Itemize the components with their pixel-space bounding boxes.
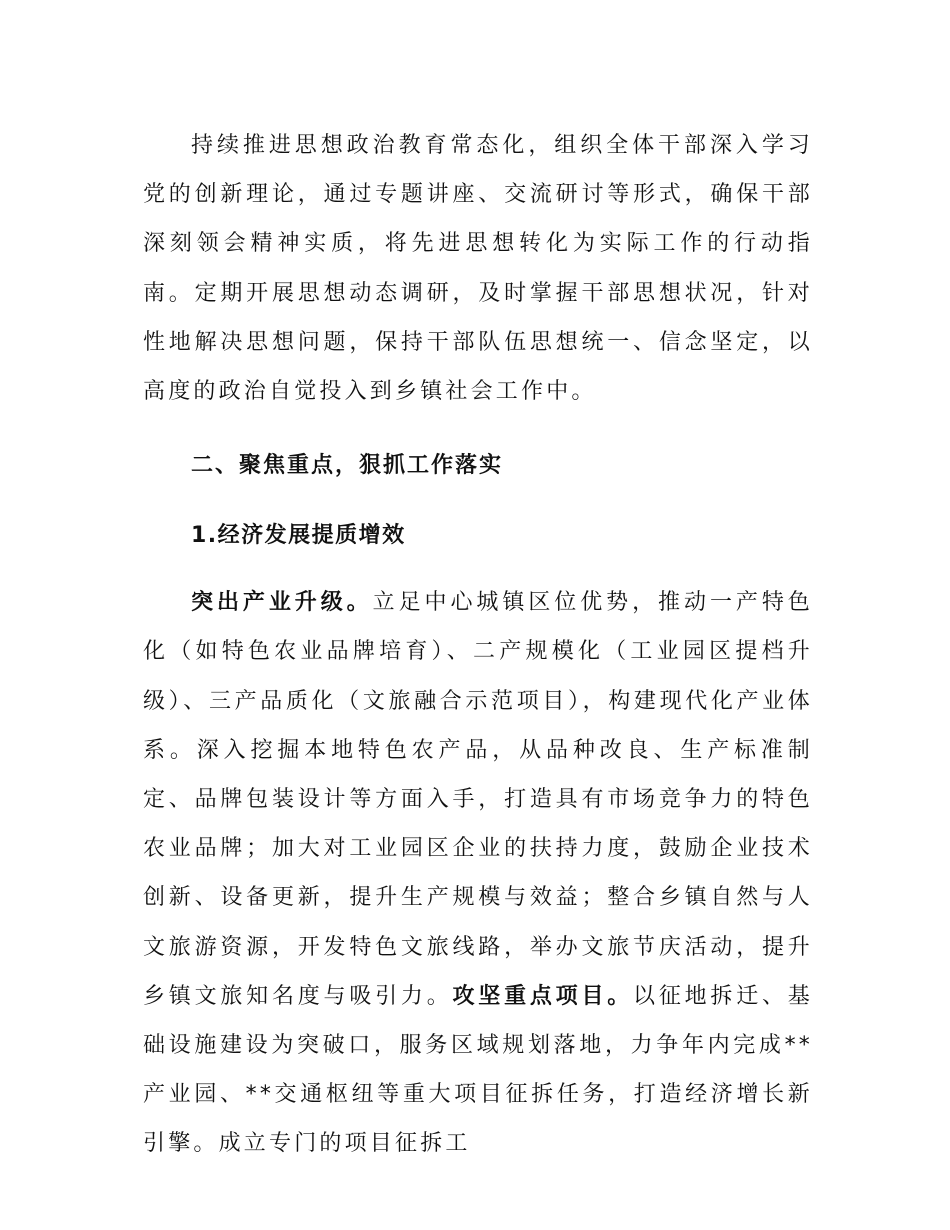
text-industrial-upgrade: 立足中心城镇区位优势，推动一产特色化（如特色农业品牌培育）、二产规模化（工业园区提档升级）、三产品质化（文旅融合示范项目），构建现代化产业体系。深入挖掘本地特色农产品，从品种改良、生产标准制定、品牌包装设计等方面入手，打造具有市场竞争力的特色农业品牌；加大对工业园区企业的扶持力度，鼓励企业技术创新、设备更新，提升生产规模与效益；整合乡镇自然与人文旅游资源，开发特色文旅线路，举办文旅节庆活动，提升乡镇文旅知名度与吸引力。 [143,590,813,1009]
text-key-projects: 以征地拆迁、基础设施建设为突破口，服务区域规划落地，力争年内完成**产业园、**交通枢纽等重大项目征拆任务，打造经济增长新引擎。成立专门的项目征拆工 [143,983,813,1157]
lead-industrial-upgrade: 突出产业升级。 [191,590,373,616]
document-body [143,121,813,1169]
lead-key-projects: 攻坚重点项目。 [452,983,634,1009]
section-heading: 二、聚焦重点，狠抓工作落实 [191,453,504,479]
subsection-heading: 1.经济发展提质增效 [191,523,406,549]
paragraph-economic-development [143,578,813,1168]
paragraph-ideological-education: 持续推进思想政治教育常态化，组织全体干部深入学习党的创新理论，通过专题讲座、交流研讨等形式，确保干部深刻领会精神实质，将先进思想转化为实际工作的行动指南。定期开展思想动态调研，及时掌握干部思想状况，针对性地解决思想问题，保持干部队伍思想统一、信念坚定，以高度的政治自觉投入到乡镇社会工作中。 [143,133,813,405]
